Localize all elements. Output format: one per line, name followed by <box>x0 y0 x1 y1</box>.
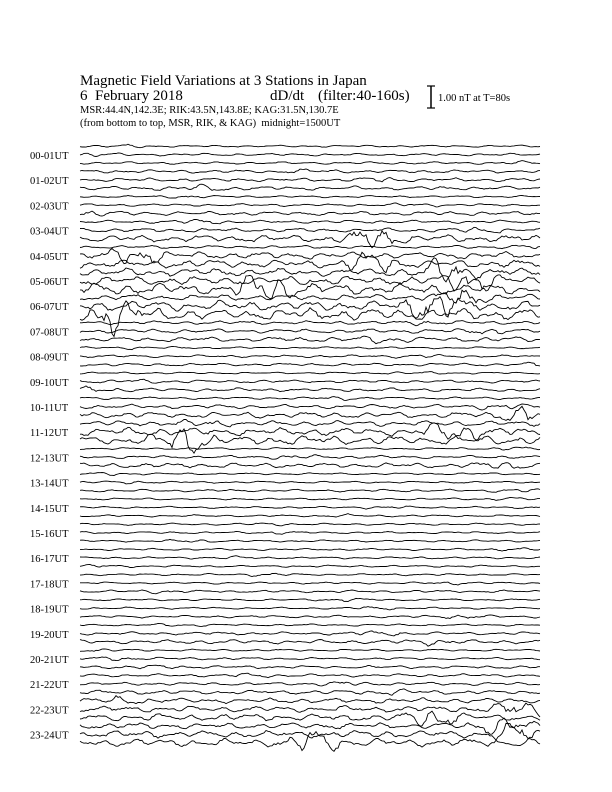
hour-label: 10-11UT <box>30 403 69 414</box>
trace-msr <box>80 463 540 469</box>
trace-kag <box>80 696 540 704</box>
hour-label: 14-15UT <box>30 503 69 515</box>
trace-kag <box>80 573 540 576</box>
trace-kag <box>80 473 540 476</box>
trace-kag <box>80 169 540 173</box>
trace-rik <box>80 682 540 686</box>
trace-msr <box>80 565 540 568</box>
trace-msr <box>80 406 540 420</box>
trace-kag <box>80 498 540 501</box>
hour-label: 18-19UT <box>30 604 69 616</box>
trace-rik <box>80 329 540 334</box>
trace-kag <box>80 419 540 427</box>
hour-label: 03-04UT <box>30 226 69 238</box>
trace-kag <box>80 258 540 282</box>
trace-rik <box>80 355 540 359</box>
trace-rik <box>80 275 540 291</box>
trace-rik <box>80 506 540 509</box>
trace-msr <box>80 590 540 594</box>
hour-labels-group <box>30 151 69 742</box>
trace-kag <box>80 624 540 627</box>
hour-label: 20-21UT <box>30 655 69 666</box>
date-day: 6 <box>80 88 88 104</box>
hour-label: 13-14UT <box>30 478 69 490</box>
trace-kag <box>80 346 540 349</box>
hour-label: 08-09UT <box>30 352 69 364</box>
hour-label: 05-06UT <box>30 277 69 288</box>
hour-label: 17-18UT <box>30 579 69 591</box>
trace-rik <box>80 404 540 410</box>
trace-msr <box>80 161 540 165</box>
stations-info: MSR:44.4N,142.3E; RIK:43.5N,143.8E; KAG:31.5N,130.7E <box>80 105 339 116</box>
trace-msr <box>80 665 540 669</box>
trace-msr <box>80 231 540 248</box>
hour-label: 00-01UT <box>30 151 69 162</box>
hour-label: 19-20UT <box>30 629 69 641</box>
trace-kag <box>80 144 540 148</box>
trace-msr <box>80 711 540 726</box>
traces-group <box>80 144 540 751</box>
trace-msr <box>80 362 540 366</box>
trace-kag <box>80 219 540 223</box>
trace-rik <box>80 531 540 534</box>
trace-msr <box>80 252 540 272</box>
hour-label: 04-05UT <box>30 251 69 263</box>
trace-msr <box>80 539 540 542</box>
filter-label: (filter:40-160s) <box>318 88 410 104</box>
trace-kag <box>80 196 540 199</box>
trace-kag <box>80 245 540 248</box>
trace-msr <box>80 336 540 344</box>
trace-rik <box>80 481 540 484</box>
trace-msr <box>80 732 540 752</box>
trace-kag <box>80 649 540 651</box>
trace-kag <box>80 523 540 526</box>
trace-msr <box>80 184 540 190</box>
order-note: (from bottom to top, MSR, RIK, & KAG) <box>80 118 257 129</box>
trace-msr <box>80 301 540 337</box>
trace-rik <box>80 631 540 636</box>
trace-msr <box>80 689 540 696</box>
trace-msr <box>80 514 540 517</box>
trace-kag <box>80 397 540 401</box>
trace-rik <box>80 248 540 263</box>
trace-msr <box>80 640 540 647</box>
trace-rik <box>80 657 540 661</box>
trace-rik <box>80 556 540 559</box>
hour-label: 09-10UT <box>30 377 69 389</box>
trace-kag <box>80 321 540 326</box>
hour-label: 01-02UT <box>30 176 69 188</box>
date-month-year: February 2018 <box>95 88 183 104</box>
trace-kag <box>80 372 540 374</box>
chart-title: Magnetic Field Variations at 3 Stations in Japan <box>80 73 367 89</box>
hour-label: 22-23UT <box>30 705 69 717</box>
scale-bar-label: 1.00 nT at T=80s <box>438 93 511 104</box>
trace-rik <box>80 379 540 383</box>
trace-kag <box>80 548 540 551</box>
trace-msr <box>80 386 540 392</box>
hour-label: 11-12UT <box>30 428 69 440</box>
trace-rik <box>80 203 540 207</box>
hour-label: 21-22UT <box>30 680 69 692</box>
quantity-label: dD/dt <box>270 88 305 104</box>
trace-rik <box>80 178 540 182</box>
trace-msr <box>80 489 540 493</box>
trace-rik <box>80 607 540 610</box>
midnight-note: midnight=1500UT <box>261 118 341 129</box>
hour-label: 23-24UT <box>30 730 69 742</box>
hour-label: 12-13UT <box>30 453 69 465</box>
trace-msr <box>80 275 540 298</box>
trace-rik <box>80 455 540 460</box>
hour-label: 16-17UT <box>30 554 69 566</box>
trace-kag <box>80 290 540 303</box>
trace-rik <box>80 153 540 157</box>
hour-label: 06-07UT <box>30 302 69 314</box>
hour-label: 02-03UT <box>30 201 69 213</box>
trace-msr <box>80 615 540 619</box>
trace-rik <box>80 227 540 233</box>
hour-label: 07-08UT <box>30 327 69 339</box>
hour-label: 15-16UT <box>30 529 69 540</box>
trace-msr <box>80 211 540 216</box>
trace-kag <box>80 598 540 601</box>
trace-rik <box>80 582 540 585</box>
trace-kag <box>80 673 540 678</box>
trace-kag <box>80 447 540 450</box>
